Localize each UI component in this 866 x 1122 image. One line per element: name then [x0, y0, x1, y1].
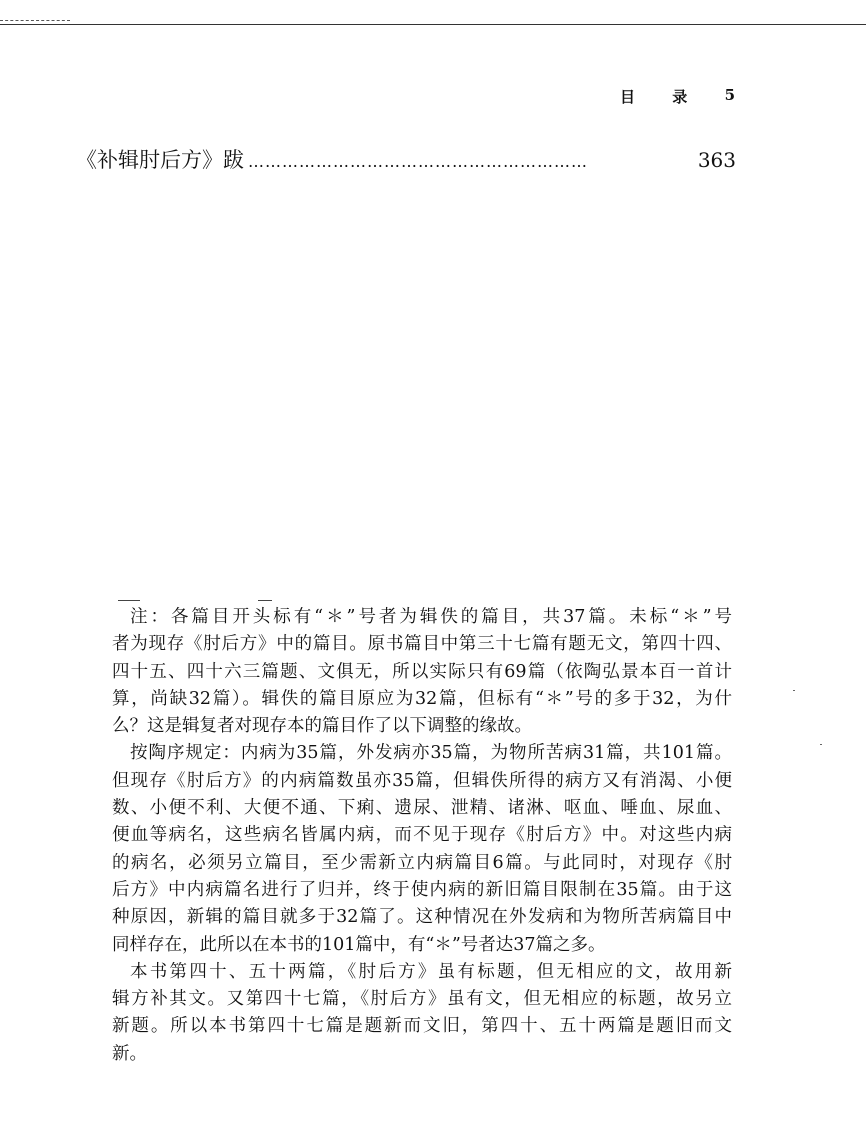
header-section: 目	[620, 88, 636, 106]
note-line: 么？这是辑复者对现存本的篇目作了以下调整的缘故。	[112, 716, 532, 737]
footnote	[112, 604, 732, 1068]
toc-leader-dots: ……………………………………………………	[248, 152, 588, 171]
scan-speck	[820, 744, 822, 745]
note-line: 者为现存《肘后方》中的篇目。原书篇目中第三十七篇有题无文，第四十四、	[112, 634, 732, 655]
page-top-border	[0, 24, 866, 25]
note-line: 四十五、四十六三篇题、文俱无，所以实际只有69篇（依陶弘景本百一首计	[112, 661, 732, 682]
note-line: 便血等病名，这些病名皆属内病，而不见于现存《肘后方》中。对这些内病	[112, 825, 732, 846]
footnote-separator	[258, 600, 272, 601]
note-line: 算，尚缺32篇）。辑佚的篇目原应为32篇，但标有“＊”号的多于32，为什	[112, 688, 732, 709]
footnote-separator	[118, 600, 140, 601]
toc-entry	[76, 144, 736, 174]
note-line: 但现存《肘后方》的内病篇数虽亦35篇，但辑佚所得的病方又有消渴、小便	[112, 770, 732, 791]
note-line: 按陶序规定：内病为35篇，外发病亦35篇，为物所苦病31篇，共101篇。	[130, 743, 732, 764]
note-line: 同样存在，此所以在本书的101篇中，有“＊”号者达37篇之多。	[112, 934, 606, 955]
header-section-2: 录	[672, 88, 688, 106]
note-line: 的病名，必须另立篇目，至少需新立内病篇目6篇。与此同时，对现存《肘	[112, 852, 732, 873]
note-line: 后方》中内病篇名进行了归并，终于使内病的新旧篇目限制在35篇。由于这	[112, 879, 732, 900]
scan-speck	[793, 690, 795, 691]
page-number: 5	[724, 86, 735, 104]
toc-page: 363	[697, 148, 736, 172]
note-line: 数、小便不利、大便不通、下痢、遗尿、泄精、诸淋、呕血、唾血、尿血、	[112, 798, 732, 819]
note-line: 种原因，新辑的篇目就多于32篇了。这种情况在外发病和为物所苦病篇目中	[112, 907, 732, 928]
scan-artifact	[0, 20, 70, 22]
note-line: 辑方补其文。又第四十七篇，《肘后方》虽有文，但无相应的标题，故另立	[112, 989, 732, 1010]
running-header	[620, 86, 735, 107]
note-line: 新。	[112, 1043, 147, 1064]
toc-title: 《补辑肘后方》跋	[76, 148, 244, 172]
note-line: 本书第四十、五十两篇，《肘后方》虽有标题，但无相应的文，故用新	[130, 961, 732, 982]
note-line: 注：各篇目开头标有“＊”号者为辑佚的篇目，共37篇。未标“＊”号	[130, 607, 732, 627]
note-line: 新题。所以本书第四十七篇是题新而文旧，第四十、五十两篇是题旧而文	[112, 1016, 732, 1037]
